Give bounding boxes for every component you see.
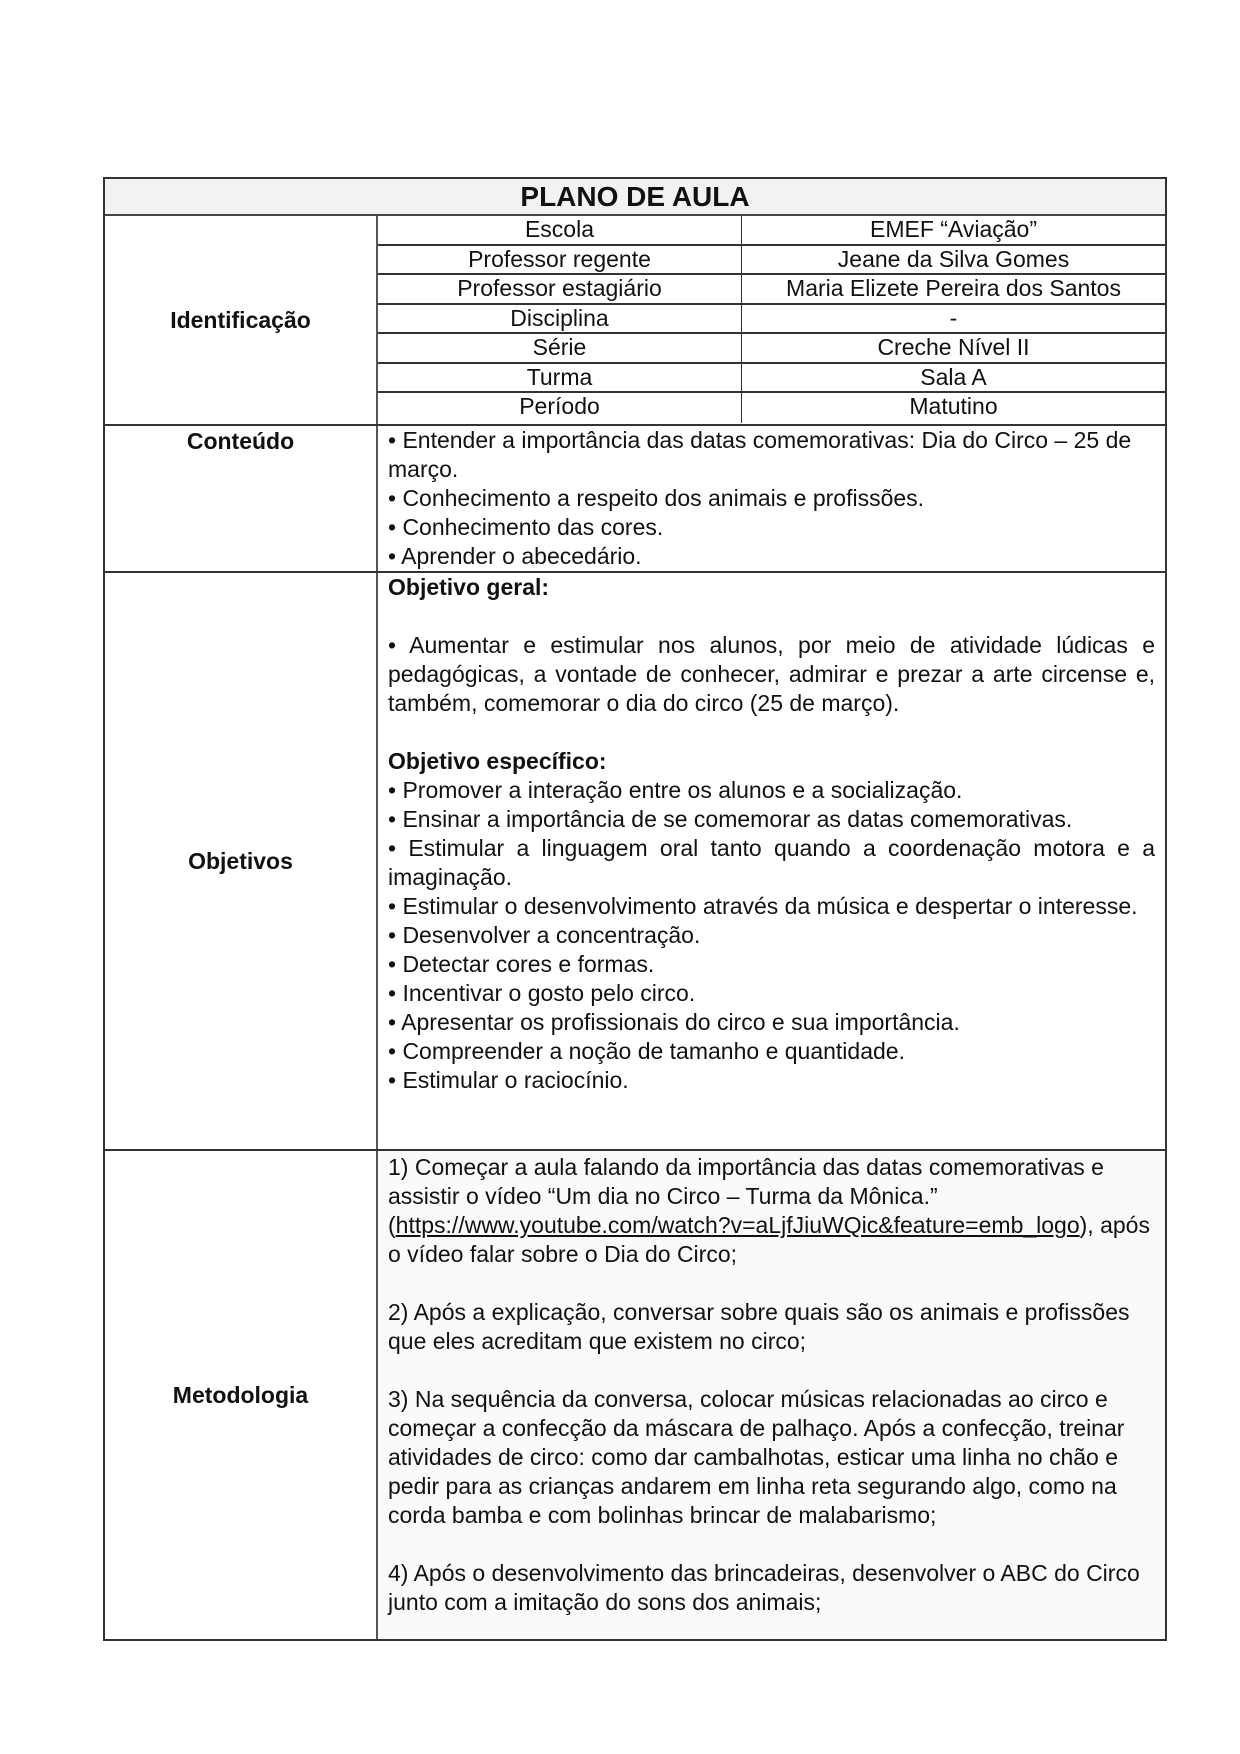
ident-row-professor-estagiario bbox=[378, 275, 1165, 305]
ident-value: Matutino bbox=[909, 393, 998, 419]
ident-value: Sala A bbox=[920, 363, 987, 390]
metodologia-step-2: 2) Após a explicação, conversar sobre quais são os animais e profissões que eles acreditam que existem no circo; bbox=[388, 1299, 1130, 1354]
conteudo-content bbox=[378, 426, 1165, 571]
objetivo-geral-heading: Objetivo geral: bbox=[388, 574, 550, 600]
ident-value: EMEF “Aviação” bbox=[869, 216, 1037, 242]
ident-row-serie bbox=[378, 334, 1165, 364]
objetivo-especifico-item: • Compreender a noção de tamanho e quantidade. bbox=[388, 1038, 905, 1064]
conteudo-item: • Entender a importância das datas comemorativas: Dia do Circo – 25 de março. bbox=[388, 427, 1132, 482]
objetivo-especifico-item: • Incentivar o gosto pelo circo. bbox=[388, 980, 696, 1006]
objetivo-geral-text: • Aumentar e estimular nos alunos, por meio de atividade lúdicas e pedagógicas, a vontade de conhecer, admirar e prezar a arte circense e, também, comemorar o dia do circo (25 de março). bbox=[388, 632, 1155, 716]
conteudo-row bbox=[105, 426, 1165, 573]
conteudo-item: • Conhecimento a respeito dos animais e profissões. bbox=[388, 485, 925, 511]
conteudo-label: Conteúdo bbox=[105, 426, 378, 571]
table-title: PLANO DE AULA bbox=[105, 179, 1165, 216]
metodologia-content bbox=[378, 1151, 1165, 1639]
ident-key: Série bbox=[378, 334, 742, 362]
metodologia-step-1: 1) Começar a aula falando da importância das datas comemorativas e assistir o vídeo “Um dia no Circo – Turma da Mônica.” (https://www.youtube.com/watch?v=aLjfJiuWQic&feature=emb_logo), após o vídeo falar sobre o Dia do Circo; bbox=[388, 1154, 1150, 1267]
objetivo-especifico-item: • Apresentar os profissionais do circo e sua importância. bbox=[388, 1009, 960, 1035]
objetivo-especifico-item: • Estimular o raciocínio. bbox=[388, 1067, 629, 1093]
metodologia-step-3: 3) Na sequência da conversa, colocar músicas relacionadas ao circo e começar a confecção da máscara de palhaço. Após a confecção, treinar atividades de circo: como dar cambalhotas, esticar uma linha no chão e pedir para as crianças andarem em linha reta segurando algo, como na corda bamba e com bolinhas brincar de malabarismo; bbox=[388, 1386, 1125, 1528]
ident-key: Disciplina bbox=[378, 305, 742, 333]
objetivos-row bbox=[105, 573, 1165, 1151]
lesson-plan-table bbox=[103, 177, 1167, 1641]
objetivo-especifico-heading: Objetivo específico: bbox=[388, 748, 607, 774]
metodologia-label: Metodologia bbox=[105, 1151, 378, 1639]
ident-key: Escola bbox=[378, 216, 742, 244]
objetivos-label: Objetivos bbox=[105, 573, 378, 1149]
objetivo-especifico-item: • Estimular o desenvolvimento através da música e despertar o interesse. bbox=[388, 893, 1138, 919]
ident-row-professor-regente bbox=[378, 246, 1165, 276]
ident-key: Professor regente bbox=[378, 246, 742, 274]
ident-key: Turma bbox=[378, 364, 742, 392]
objetivo-especifico-item: • Promover a interação entre os alunos e a socialização. bbox=[388, 777, 963, 803]
video-link[interactable]: https://www.youtube.com/watch?v=aLjfJiuWQic&feature=emb_logo bbox=[395, 1212, 1080, 1238]
objetivos-content bbox=[378, 573, 1165, 1149]
ident-value: Creche Nível II bbox=[877, 334, 1030, 360]
ident-value: - bbox=[949, 304, 958, 331]
objetivo-especifico-item: • Desenvolver a concentração. bbox=[388, 922, 701, 948]
ident-value: Maria Elizete Pereira dos Santos bbox=[786, 275, 1121, 301]
metodologia-row bbox=[105, 1151, 1165, 1639]
identificacao-row bbox=[105, 216, 1165, 426]
conteudo-item: • Aprender o abecedário. bbox=[388, 543, 642, 569]
ident-row-disciplina bbox=[378, 305, 1165, 335]
identificacao-grid bbox=[378, 216, 1165, 424]
metodologia-step-4: 4) Após o desenvolvimento das brincadeiras, desenvolver o ABC do Circo junto com a imitação do sons dos animais; bbox=[388, 1560, 1140, 1615]
ident-key: Período bbox=[378, 393, 742, 423]
objetivo-especifico-item: • Ensinar a importância de se comemorar as datas comemorativas. bbox=[388, 806, 1073, 832]
ident-key: Professor estagiário bbox=[378, 275, 742, 303]
objetivo-especifico-item: • Detectar cores e formas. bbox=[388, 951, 655, 977]
ident-row-turma bbox=[378, 364, 1165, 394]
identificacao-label: Identificação bbox=[105, 216, 378, 424]
conteudo-item: • Conhecimento das cores. bbox=[388, 514, 664, 540]
ident-row-periodo bbox=[378, 393, 1165, 423]
ident-value: Jeane da Silva Gomes bbox=[837, 245, 1070, 272]
ident-row-escola bbox=[378, 216, 1165, 246]
objetivo-especifico-item: • Estimular a linguagem oral tanto quando a coordenação motora e a imaginação. bbox=[388, 835, 1155, 890]
